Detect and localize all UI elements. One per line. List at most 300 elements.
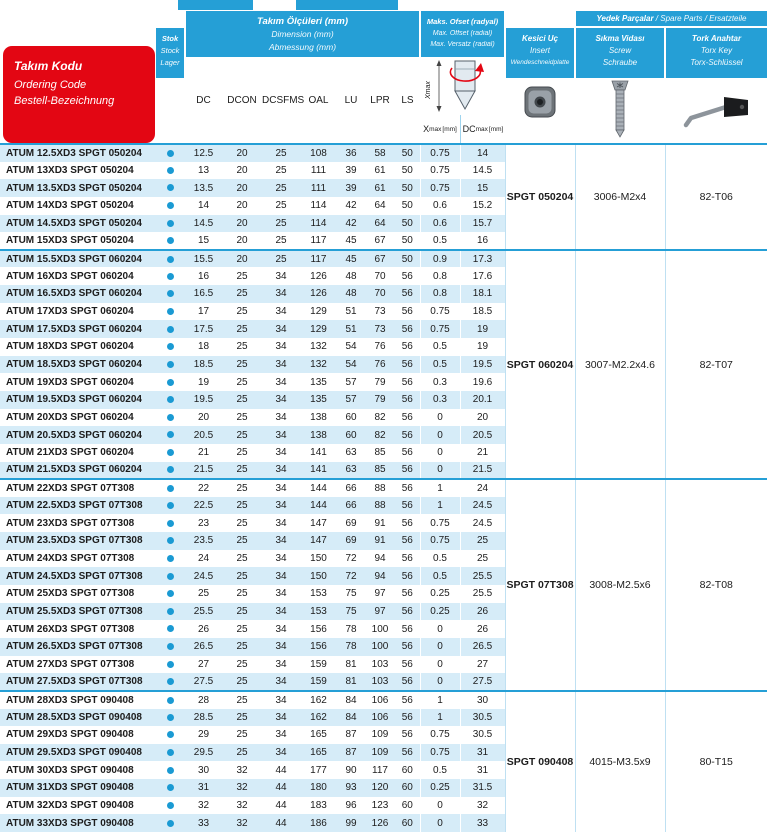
xmax-cell: 0 xyxy=(420,797,460,815)
dcsfms-cell: 34 xyxy=(275,411,287,423)
dcmax-cell: 25.5 xyxy=(460,567,505,585)
lu-cell: 69 xyxy=(345,535,357,547)
stock-cell xyxy=(155,497,185,515)
dcon-cell: 25 xyxy=(236,464,248,476)
ls-cell: 56 xyxy=(401,553,413,565)
stock-cell xyxy=(155,550,185,568)
table-header xyxy=(0,0,767,143)
oal-cell: 150 xyxy=(310,553,327,565)
dc-cell: 12.5 xyxy=(185,144,222,162)
ls-cell: 56 xyxy=(401,500,413,512)
lu-cell: 66 xyxy=(337,479,365,497)
xmax-cell: 0.8 xyxy=(420,267,460,285)
xmax-cell: 1 xyxy=(420,479,460,497)
oal-cell: 135 xyxy=(310,376,327,388)
dcmax-cell: 20 xyxy=(460,409,505,427)
dc-cell: 32 xyxy=(197,800,210,812)
ordering-code-cell: ATUM 20XD3 SPGT 060204 xyxy=(6,411,134,423)
xmax-cell: 0.5 xyxy=(420,232,460,250)
stock-cell xyxy=(155,709,185,727)
ls-cell: 56 xyxy=(401,747,413,759)
dcon-cell: 25 xyxy=(236,570,248,582)
ordering-code-cell: ATUM 26.5XD3 SPGT 07T308 xyxy=(6,641,143,653)
ordering-code-cell: ATUM 16XD3 SPGT 060204 xyxy=(6,270,134,282)
dcsfms-cell: 34 xyxy=(275,341,287,353)
xmax-cell: 0.25 xyxy=(420,585,460,603)
oal-cell: 126 xyxy=(310,288,327,300)
lpr-cell: 88 xyxy=(374,500,386,512)
ordering-code-cell: ATUM 18.5XD3 SPGT 060204 xyxy=(6,359,142,370)
torx-value-cell: 82-T06 xyxy=(665,144,767,250)
lpr-cell: 70 xyxy=(374,288,386,300)
stock-cell xyxy=(155,585,185,603)
stock-dot-icon xyxy=(167,697,174,704)
dcsfms-cell: 34 xyxy=(262,691,300,709)
ordering-code-cell: ATUM 14.5XD3 SPGT 050204 xyxy=(6,217,142,229)
xmax-cell: 0.25 xyxy=(420,603,460,621)
lu-cell: 99 xyxy=(345,817,357,829)
stock-cell xyxy=(155,144,185,162)
oal-cell: 129 xyxy=(310,323,327,335)
ordering-code-cell: ATUM 28XD3 SPGT 090408 xyxy=(0,691,155,709)
ls-cell: 56 xyxy=(401,359,413,370)
ordering-code-cell: ATUM 27XD3 SPGT 07T308 xyxy=(6,658,135,670)
ls-cell: 56 xyxy=(401,323,413,335)
ordering-code-label-en: Ordering Code xyxy=(14,79,87,91)
dcon-cell: 25 xyxy=(236,747,248,759)
lpr-cell: 126 xyxy=(371,817,389,829)
lu-cell: 42 xyxy=(345,200,357,212)
dc-cell: 29 xyxy=(197,729,210,741)
lpr-cell: 97 xyxy=(374,588,386,600)
table-body xyxy=(0,144,767,832)
stock-dot-icon xyxy=(167,361,174,368)
dc-cell: 16.5 xyxy=(193,288,214,300)
lu-cell: 84 xyxy=(337,691,365,709)
lpr-cell: 73 xyxy=(374,323,386,335)
dc-cell: 21.5 xyxy=(193,464,214,476)
dcon-cell: 25 xyxy=(236,306,248,318)
dcon-cell: 25 xyxy=(236,376,248,388)
dcmax-cell: 30.5 xyxy=(460,709,505,727)
stock-dot-icon xyxy=(167,167,174,174)
dc-cell: 29.5 xyxy=(193,747,214,759)
xmax-cell: 0.8 xyxy=(420,285,460,303)
table-row xyxy=(0,250,767,268)
offset-column-labels xyxy=(420,115,505,143)
lu-cell: 75 xyxy=(345,588,357,600)
lu-cell: 84 xyxy=(345,711,357,723)
dcsfms-cell: 34 xyxy=(275,711,287,723)
stock-dot-icon xyxy=(167,237,174,244)
dcmax-cell: 15 xyxy=(460,179,505,197)
col-label-lpr: LPR xyxy=(370,94,390,106)
stock-cell xyxy=(155,320,185,338)
xmax-cell: 0.75 xyxy=(420,744,460,762)
oal-cell: 144 xyxy=(310,500,327,512)
stock-cell xyxy=(155,179,185,197)
dc-cell: 14.5 xyxy=(193,217,214,229)
ordering-code-cell: ATUM 24XD3 SPGT 07T308 xyxy=(6,553,135,565)
ordering-code-cell: ATUM 21.5XD3 SPGT 060204 xyxy=(6,464,142,476)
lu-cell: 81 xyxy=(345,676,357,688)
lu-cell: 45 xyxy=(345,235,357,247)
screw-header: Sıkma Vidası Screw Schraube xyxy=(576,28,664,78)
stock-dot-icon xyxy=(167,767,174,774)
dc-cell: 19 xyxy=(197,376,210,388)
stock-cell xyxy=(155,162,185,180)
ordering-code-label-tr: Takım Kodu xyxy=(14,59,83,73)
ls-cell: 60 xyxy=(401,817,413,829)
lu-cell: 45 xyxy=(337,250,365,268)
lu-cell: 66 xyxy=(345,500,357,512)
lu-cell: 81 xyxy=(345,658,357,670)
dcon-cell: 25 xyxy=(236,270,248,282)
dcsfms-cell: 25 xyxy=(275,235,287,247)
dcsfms-cell: 44 xyxy=(275,764,287,776)
lu-cell: 54 xyxy=(345,359,357,370)
lpr-cell: 61 xyxy=(374,182,386,194)
dcsfms-cell: 34 xyxy=(275,270,287,282)
stock-cell xyxy=(155,603,185,621)
dcon-cell: 25 xyxy=(236,341,248,353)
dcsfms-cell: 34 xyxy=(275,570,287,582)
dc-cell: 13 xyxy=(197,164,210,176)
dcsfms-cell: 34 xyxy=(275,306,287,318)
dcmax-cell: 31 xyxy=(460,744,505,762)
table-row xyxy=(0,479,767,497)
oal-cell: 150 xyxy=(310,570,327,582)
dcon-cell: 25 xyxy=(236,553,248,565)
ls-cell: 50 xyxy=(401,200,413,212)
dcon-cell: 32 xyxy=(236,817,248,829)
dcmax-cell: 26 xyxy=(460,620,505,638)
oal-cell: 135 xyxy=(310,394,327,406)
insert-value-cell: SPGT 090408 xyxy=(505,691,575,832)
ordering-code-cell: ATUM 22XD3 SPGT 07T308 xyxy=(0,479,155,497)
oal-cell: 177 xyxy=(310,764,327,776)
dcsfms-cell: 34 xyxy=(275,288,287,300)
ls-cell: 56 xyxy=(401,658,413,670)
xmax-cell: 0.75 xyxy=(420,514,460,532)
lpr-cell: 88 xyxy=(365,479,395,497)
dcmax-cell: 15.2 xyxy=(460,197,505,215)
table-row xyxy=(0,691,767,709)
lpr-cell: 76 xyxy=(374,341,386,353)
torx-key-icon xyxy=(680,86,752,132)
stock-dot-icon xyxy=(167,414,174,421)
oal-cell: 183 xyxy=(310,800,327,812)
screw-value-cell: 3007-M2.2x4.6 xyxy=(575,250,665,479)
dcmax-cell: 19 xyxy=(460,320,505,338)
stock-dot-icon xyxy=(167,290,174,297)
oal-cell: 132 xyxy=(310,341,327,353)
xmax-cell: 0 xyxy=(420,656,460,674)
dc-cell: 28 xyxy=(185,691,222,709)
stock-cell xyxy=(155,232,185,250)
lu-cell: 54 xyxy=(345,341,357,353)
oal-cell: 165 xyxy=(310,729,327,741)
dcsfms-cell: 25 xyxy=(262,250,300,268)
xmax-cell: 0.5 xyxy=(420,761,460,779)
stock-dot-icon xyxy=(167,343,174,350)
ls-cell: 56 xyxy=(401,623,413,635)
ordering-code-cell: ATUM 20.5XD3 SPGT 060204 xyxy=(6,429,142,441)
lu-cell: 69 xyxy=(345,517,357,529)
oal-cell: 180 xyxy=(310,782,327,794)
oal-cell: 162 xyxy=(300,691,337,709)
ordering-code-cell: ATUM 27.5XD3 SPGT 07T308 xyxy=(6,676,143,688)
lpr-cell: 76 xyxy=(374,359,386,370)
lu-cell: 75 xyxy=(345,605,357,617)
xmax-cell: 0.6 xyxy=(420,197,460,215)
stock-dot-icon xyxy=(167,590,174,597)
dcsfms-cell: 34 xyxy=(275,323,287,335)
dcon-cell: 20 xyxy=(236,182,248,194)
screw-value-cell: 3006-M2x4 xyxy=(575,144,665,250)
dc-cell: 13.5 xyxy=(193,182,214,194)
dcon-cell: 25 xyxy=(236,535,248,547)
stock-cell xyxy=(155,250,185,268)
stock-cell xyxy=(155,479,185,497)
dc-cell: 27.5 xyxy=(193,676,214,688)
stock-cell xyxy=(155,673,185,691)
ls-cell: 56 xyxy=(401,570,413,582)
ordering-code-cell: ATUM 25XD3 SPGT 07T308 xyxy=(6,588,135,600)
dc-cell: 21 xyxy=(197,447,210,459)
dc-cell: 25.5 xyxy=(193,605,214,617)
dc-cell: 20 xyxy=(197,411,210,423)
insert-value-cell: SPGT 07T308 xyxy=(505,479,575,691)
lpr-cell: 109 xyxy=(371,747,389,759)
stock-cell xyxy=(155,444,185,462)
stock-cell xyxy=(155,303,185,321)
lpr-cell: 67 xyxy=(365,250,395,268)
ls-cell: 56 xyxy=(401,588,413,600)
dcon-cell: 20 xyxy=(236,235,248,247)
dcon-cell: 25 xyxy=(236,359,248,370)
ordering-code-cell: ATUM 30XD3 SPGT 090408 xyxy=(6,764,134,776)
dcmax-cell: 17.3 xyxy=(460,250,505,268)
dcmax-cell: 24.5 xyxy=(460,497,505,515)
dcmax-cell: 24.5 xyxy=(460,514,505,532)
dcon-cell: 25 xyxy=(236,394,248,406)
oal-cell: 129 xyxy=(310,306,327,318)
ordering-code-cell: ATUM 24.5XD3 SPGT 07T308 xyxy=(6,570,143,582)
screw-photo-icon xyxy=(609,79,631,139)
oal-cell: 132 xyxy=(310,359,327,370)
dc-cell: 28.5 xyxy=(193,711,214,723)
oal-cell: 114 xyxy=(310,217,327,229)
lu-cell: 48 xyxy=(345,270,357,282)
ls-cell: 56 xyxy=(401,676,413,688)
stock-cell xyxy=(155,797,185,815)
ls-cell: 56 xyxy=(401,394,413,406)
lu-cell: 63 xyxy=(345,447,357,459)
dcmax-cell: 26.5 xyxy=(460,638,505,656)
cropped-header-fragment xyxy=(178,0,253,10)
stock-cell xyxy=(155,691,185,709)
dcsfms-cell: 34 xyxy=(275,588,287,600)
dcon-cell: 20 xyxy=(222,250,262,268)
ordering-code-cell: ATUM 28.5XD3 SPGT 090408 xyxy=(6,711,142,723)
lpr-cell: 94 xyxy=(374,570,386,582)
dcsfms-cell: 25 xyxy=(275,217,287,229)
ordering-code-cell: ATUM 23XD3 SPGT 07T308 xyxy=(6,517,135,529)
lpr-cell: 91 xyxy=(374,517,386,529)
oal-cell: 156 xyxy=(310,623,327,635)
ordering-code-cell: ATUM 31XD3 SPGT 090408 xyxy=(6,782,134,794)
dcmax-cell: 25 xyxy=(460,550,505,568)
lpr-cell: 97 xyxy=(374,605,386,617)
ordering-code-header xyxy=(3,46,155,143)
ls-cell: 50 xyxy=(401,182,413,194)
table-row xyxy=(0,144,767,162)
dcon-cell: 25 xyxy=(236,500,248,512)
ordering-code-cell: ATUM 21XD3 SPGT 060204 xyxy=(6,447,134,459)
ordering-code-cell: ATUM 23.5XD3 SPGT 07T308 xyxy=(6,535,143,547)
stock-dot-icon xyxy=(167,643,174,650)
xmax-cell: 0 xyxy=(420,673,460,691)
ls-cell: 56 xyxy=(401,517,413,529)
dcmax-cell: 25.5 xyxy=(460,585,505,603)
stock-cell xyxy=(155,285,185,303)
dcsfms-cell: 34 xyxy=(275,535,287,547)
lpr-cell: 82 xyxy=(374,411,386,423)
product-table xyxy=(0,143,767,832)
stock-dot-icon xyxy=(167,184,174,191)
lu-cell: 87 xyxy=(345,729,357,741)
dc-cell: 26 xyxy=(197,623,210,635)
stock-dot-icon xyxy=(167,308,174,315)
ls-cell: 56 xyxy=(401,605,413,617)
ls-cell: 56 xyxy=(401,411,413,423)
lu-cell: 72 xyxy=(345,553,357,565)
lu-cell: 72 xyxy=(345,570,357,582)
stock-cell xyxy=(155,726,185,744)
oal-cell: 159 xyxy=(310,658,327,670)
lpr-cell: 73 xyxy=(374,306,386,318)
lu-cell: 48 xyxy=(345,288,357,300)
dc-cell: 23 xyxy=(197,517,210,529)
dcsfms-cell: 34 xyxy=(275,658,287,670)
dcon-cell: 25 xyxy=(236,729,248,741)
dcmax-cell: 16 xyxy=(460,232,505,250)
xmax-cell: 0.9 xyxy=(420,250,460,268)
oal-cell: 153 xyxy=(310,605,327,617)
stock-dot-icon xyxy=(167,326,174,333)
ordering-code-label-de: Bestell-Bezeichnung xyxy=(14,95,115,107)
stock-dot-icon xyxy=(167,502,174,509)
stock-cell xyxy=(155,197,185,215)
ls-cell: 50 xyxy=(401,217,413,229)
ordering-code-cell: ATUM 19.5XD3 SPGT 060204 xyxy=(6,394,142,406)
xmax-cell: 0.75 xyxy=(420,320,460,338)
xmax-cell: 0 xyxy=(420,444,460,462)
ls-cell: 56 xyxy=(401,535,413,547)
lu-cell: 51 xyxy=(345,306,357,318)
xmax-cell: 1 xyxy=(420,691,460,709)
oal-cell: 108 xyxy=(300,144,337,162)
dcmax-cell: 19.6 xyxy=(460,373,505,391)
dimension-column-labels xyxy=(185,57,420,143)
dc-cell: 27 xyxy=(197,658,210,670)
dcon-cell: 25 xyxy=(236,323,248,335)
xmax-cell: 0.5 xyxy=(420,567,460,585)
lpr-cell: 103 xyxy=(371,658,389,670)
xmax-cell: 0.75 xyxy=(420,162,460,180)
dcsfms-cell: 25 xyxy=(275,164,287,176)
stock-cell xyxy=(155,620,185,638)
xmax-cell: 0.75 xyxy=(420,303,460,321)
dcon-cell: 20 xyxy=(236,217,248,229)
dcsfms-cell: 34 xyxy=(275,676,287,688)
dcmax-cell: 24 xyxy=(460,479,505,497)
dc-cell: 22 xyxy=(185,479,222,497)
insert-header: Kesici Uç Insert Wendeschneidplatte xyxy=(506,28,574,78)
stock-dot-icon xyxy=(167,537,174,544)
dcmax-cell: 31.5 xyxy=(460,779,505,797)
dcon-cell: 25 xyxy=(222,479,262,497)
dcon-cell: 25 xyxy=(236,411,248,423)
oal-cell: 141 xyxy=(310,464,327,476)
lu-cell: 60 xyxy=(345,411,357,423)
dcsfms-cell: 34 xyxy=(275,605,287,617)
dc-cell: 18 xyxy=(197,341,210,353)
dcmax-cell: 33 xyxy=(460,814,505,832)
dc-cell: 33 xyxy=(197,817,210,829)
dc-cell: 24.5 xyxy=(193,570,214,582)
insert-value-cell: SPGT 050204 xyxy=(505,144,575,250)
ordering-code-cell: ATUM 22.5XD3 SPGT 07T308 xyxy=(6,500,143,512)
ordering-code-cell: ATUM 15.5XD3 SPGT 060204 xyxy=(0,250,155,268)
stock-cell xyxy=(155,514,185,532)
dcon-cell: 25 xyxy=(222,691,262,709)
screw-value-cell: 4015-M3.5x9 xyxy=(575,691,665,832)
lu-cell: 78 xyxy=(345,641,357,653)
xmax-cell: 0.6 xyxy=(420,215,460,233)
stock-header: Stok Stock Lager xyxy=(156,28,184,78)
lu-cell: 60 xyxy=(345,429,357,441)
dc-cell: 19.5 xyxy=(193,394,214,406)
svg-text:Xmax: Xmax xyxy=(425,81,432,99)
ls-cell: 50 xyxy=(401,235,413,247)
stock-dot-icon xyxy=(167,749,174,756)
oal-cell: 138 xyxy=(310,429,327,441)
dcsfms-cell: 34 xyxy=(275,500,287,512)
stock-dot-icon xyxy=(167,625,174,632)
lpr-cell: 106 xyxy=(371,711,389,723)
stock-dot-icon xyxy=(167,202,174,209)
lu-cell: 93 xyxy=(345,782,357,794)
dc-cell: 16 xyxy=(197,270,210,282)
lu-cell: 57 xyxy=(345,394,357,406)
dc-cell: 23.5 xyxy=(193,535,214,547)
stock-cell xyxy=(155,761,185,779)
ls-cell: 60 xyxy=(401,764,413,776)
ordering-code-cell: ATUM 25.5XD3 SPGT 07T308 xyxy=(6,605,143,617)
xmax-cell: 0.75 xyxy=(420,144,460,162)
dimensions-header: Takım Ölçüleri (mm) Dimension (mm) Abmessung (mm) xyxy=(186,11,419,57)
dc-cell: 20.5 xyxy=(193,429,214,441)
stock-dot-icon xyxy=(167,520,174,527)
dc-cell: 15.5 xyxy=(185,250,222,268)
dcsfms-cell: 34 xyxy=(275,376,287,388)
stock-cell xyxy=(155,462,185,480)
dc-cell: 17.5 xyxy=(193,323,214,335)
lpr-cell: 64 xyxy=(374,217,386,229)
dcon-cell: 32 xyxy=(236,782,248,794)
